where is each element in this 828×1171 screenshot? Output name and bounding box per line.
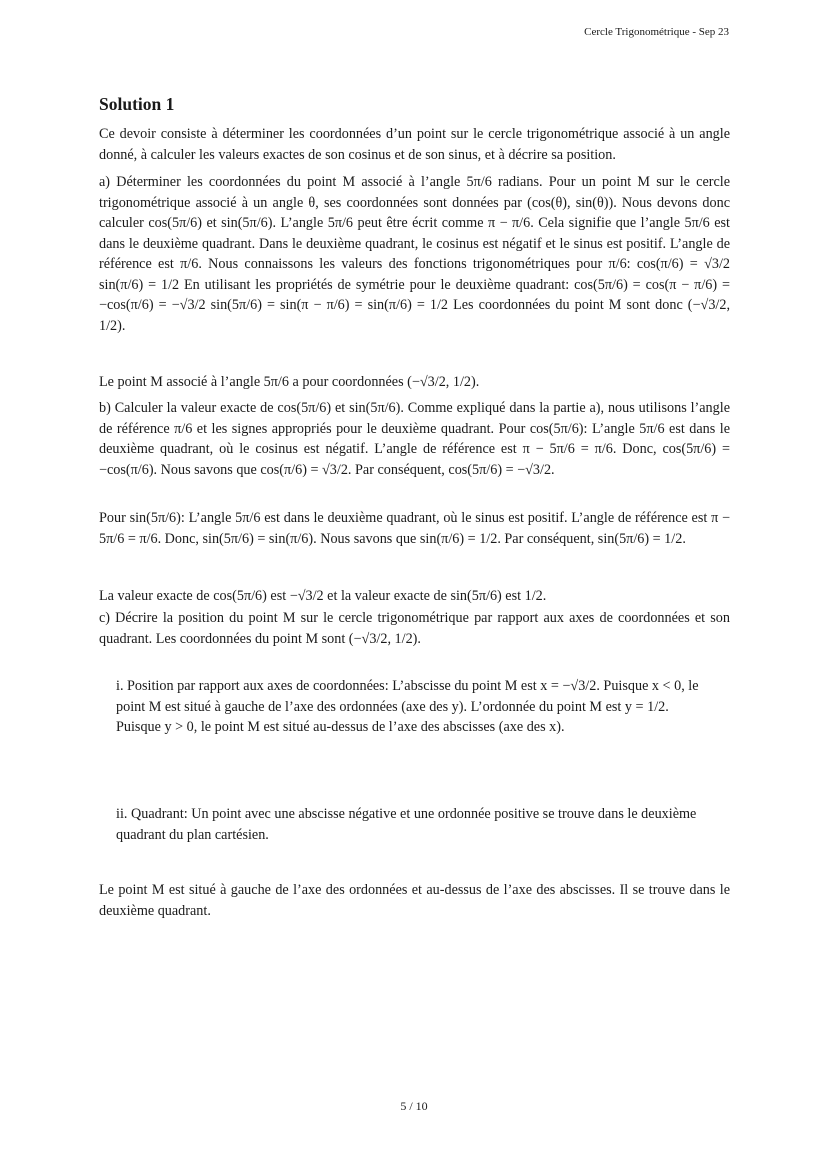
final-conclusion: Le point M est situé à gauche de l’axe des ordonnées et au-dessus de l’axe des abscisses. Il se trouve dans le deuxième quadrant.	[99, 882, 730, 919]
running-header: Cercle Trigonométrique - Sep 23	[584, 26, 729, 38]
part-c-item-i: i. Position par rapport aux axes de coordonnées: L’abscisse du point M est x = −√3/2. Puisque x < 0, le point M est situé à gauche de l’axe des ordonnées (axe des y). L’ordonnée du point M est y = 1/2. Puisque y > 0, le point M est situé au-dessus de l’axe des abscisses (axe des x).	[116, 678, 699, 735]
page-number: 5 / 10	[400, 1099, 428, 1113]
part-b-paragraph: b) Calculer la valeur exacte de cos(5π/6) et sin(5π/6). Comme expliqué dans la partie a), nous utilisons l’angle de référence π/6 et les signes appropriés pour le deuxième quadrant. Pour cos(5π/6): L’angle 5π/6 est dans le deuxième quadrant, où le cosinus est négatif. L’angle de référence est π − 5π/6 = π/6. Donc, cos(5π/6) = −cos(π/6). Nous savons que cos(π/6) = √3/2. Par conséquent, cos(5π/6) = −√3/2.	[99, 400, 730, 478]
part-b-sin-paragraph: Pour sin(5π/6): L’angle 5π/6 est dans le deuxième quadrant, où le sinus est positif. L’angle de référence est π − 5π/6 = π/6. Donc, sin(5π/6) = sin(π/6). Nous savons que sin(π/6) = 1/2. Par conséquent, sin(5π/6) = 1/2.	[99, 510, 730, 547]
section-title: Solution 1	[99, 94, 175, 114]
intro-paragraph: Ce devoir consiste à déterminer les coordonnées d’un point sur le cercle trigonométrique associé à un angle donné, à calculer les valeurs exactes de son cosinus et de son sinus, et à décrire sa position.	[99, 126, 730, 163]
part-a-paragraph: a) Déterminer les coordonnées du point M associé à l’angle 5π/6 radians. Pour un point M sur le cercle trigonométrique associé à un angle θ, ses coordonnées sont données par (cos(θ), sin(θ)). Nous devons donc calculer cos(5π/6) et sin(5π/6). L’angle 5π/6 peut être écrit comme π − π/6. Cela signifie que l’angle 5π/6 est dans le deuxième quadrant. Dans le deuxième quadrant, le cosinus est négatif et le sinus est positif. L’angle de référence est π/6. Nous connaissons les valeurs des fonctions trigonométriques pour π/6: cos(π/6) = √3/2 sin(π/6) = 1/2 En utilisant les propriétés de symétrie pour le deuxième quadrant: cos(5π/6) = cos(π − π/6) = −cos(π/6) = −√3/2 sin(5π/6) = sin(π − π/6) = sin(π/6) = 1/2 Les coordonnées du point M sont donc (−√3/2, 1/2).	[99, 174, 730, 334]
part-c-paragraph: c) Décrire la position du point M sur le cercle trigonométrique par rapport aux axes de coordonnées et son quadrant. Les coordonnées du point M sont (−√3/2, 1/2).	[99, 610, 730, 647]
part-b-conclusion: La valeur exacte de cos(5π/6) est −√3/2 et la valeur exacte de sin(5π/6) est 1/2.	[99, 588, 547, 604]
part-a-conclusion: Le point M associé à l’angle 5π/6 a pour coordonnées (−√3/2, 1/2).	[99, 374, 480, 390]
part-c-item-ii: ii. Quadrant: Un point avec une abscisse négative et une ordonnée positive se trouve dans le deuxième quadrant du plan cartésien.	[116, 806, 697, 843]
